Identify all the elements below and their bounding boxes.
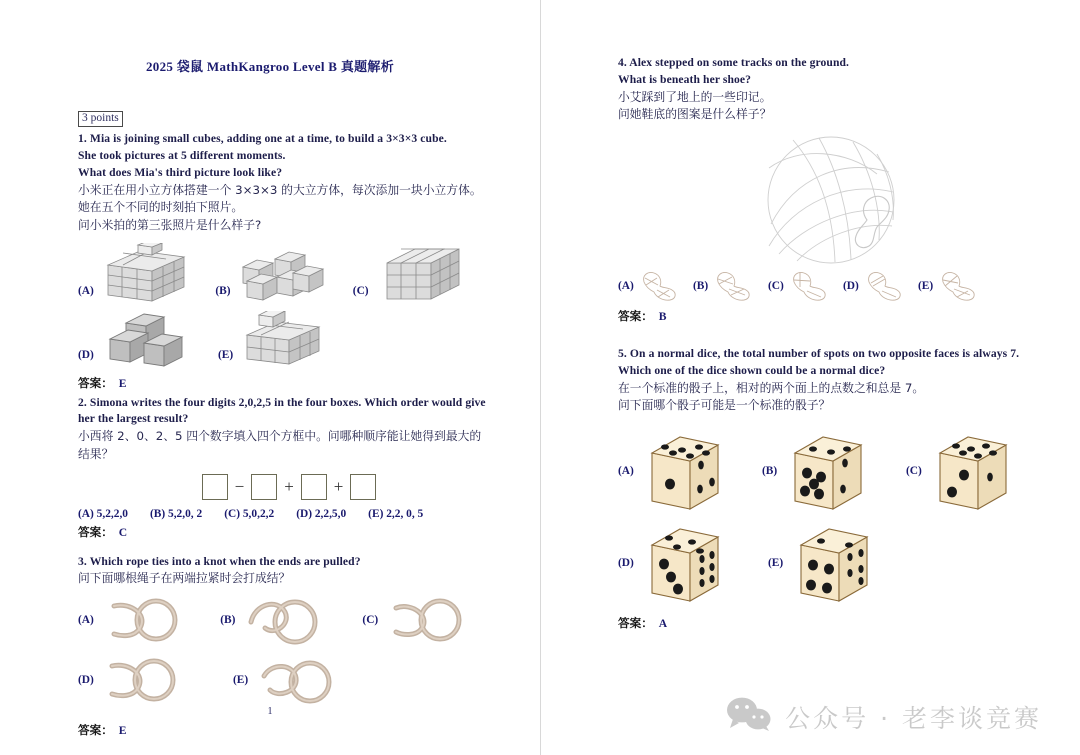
q4-option-c[interactable]: [768, 270, 843, 302]
q2-expression: [78, 474, 500, 500]
q1-option-c-label: (C): [352, 284, 369, 297]
q1-answer: [78, 375, 500, 391]
q2-choice-b[interactable]: (B) 5,2,0, 2: [149, 507, 203, 520]
q1-option-c[interactable]: [353, 243, 500, 305]
q1-cn-line-2: 她在五个不同的时刻拍下照片。: [78, 200, 244, 215]
q3-en-text-1: Which rope ties into a knot when the ends are pulled?: [89, 554, 361, 568]
q2-operator-3: +: [333, 476, 344, 496]
q1-option-d-label: (D): [78, 348, 94, 361]
points-badge: 3 points: [78, 111, 123, 127]
q1-en-text-1: Mia is joining small cubes, adding one at a time, to build a 3×3×3 cube.: [89, 132, 447, 146]
shoe-sole-figure-d: [863, 270, 909, 302]
q1-option-e[interactable]: [218, 311, 368, 369]
question-5: [618, 346, 1050, 631]
q3-option-c[interactable]: [362, 594, 500, 646]
q3-answer-label: 答案：: [78, 723, 113, 738]
q4-en-line-1: [618, 55, 1050, 72]
q4-en-text-1: Alex stepped on some tracks on the ground.: [629, 56, 850, 69]
q2-en-line-2: her the largest result?: [78, 412, 189, 426]
q2-answer-label: 答案：: [78, 524, 113, 539]
q5-cn-line-2: 问下面哪个骰子可能是一个标准的骰子？: [618, 398, 831, 413]
q1-option-a[interactable]: [78, 243, 215, 305]
q2-choice-d[interactable]: (D) 2,2,5,0: [296, 507, 347, 520]
wechat-watermark: [726, 697, 1042, 737]
question-4: [618, 55, 1050, 324]
question-1: [78, 131, 500, 390]
q1-options-row-1: [78, 243, 500, 305]
knot-figure-b: [241, 594, 333, 646]
knot-figure-c: [384, 594, 476, 646]
q2-box-3[interactable]: [301, 474, 327, 500]
q5-option-a[interactable]: [618, 427, 762, 515]
q5-answer: [618, 615, 1050, 631]
q3-option-d-label: (D): [78, 674, 94, 687]
q2-number: 2.: [78, 395, 87, 409]
q3-option-c-label: (C): [362, 614, 379, 627]
q3-option-e[interactable]: [233, 654, 388, 706]
q1-cn-line-1: 小米正在用小立方体搭建一个 3×3×3 的大立方体，每次添加一块小立方体。: [78, 182, 482, 197]
q5-en-line-2: Which one of the dice shown could be a normal dice?: [618, 363, 886, 377]
q1-option-a-label: (A): [78, 284, 94, 297]
q1-en-line-2: She took pictures at 5 different moments.: [78, 149, 286, 163]
q5-cn-line-1: 在一个标准的骰子上，相对的两个面上的点数之和总是 7。: [618, 380, 925, 395]
cube-figure-c: [375, 243, 475, 305]
q2-en-text-1: Simona writes the four digits 2,0,2,5 in the four boxes. Which order would give: [89, 395, 486, 409]
q2-choice-e[interactable]: (E) 2,2, 0, 5: [368, 507, 424, 520]
q1-number: 1.: [78, 132, 87, 146]
q4-answer-label: 答案：: [618, 308, 653, 323]
q2-choices: [78, 508, 500, 520]
q2-operator-2: +: [284, 476, 294, 496]
q3-option-e-label: (E): [233, 674, 249, 687]
q2-box-2[interactable]: [251, 474, 277, 500]
q3-option-a[interactable]: [78, 594, 220, 646]
knot-figure-d: [100, 654, 192, 706]
q2-choice-c[interactable]: (C) 5,0,2,2: [224, 507, 275, 520]
q5-en-line-1: [618, 346, 1050, 363]
q2-answer-value: C: [118, 525, 128, 539]
q1-option-b-label: (B): [215, 284, 231, 297]
question-2: [78, 395, 500, 540]
q3-answer-value: E: [118, 724, 127, 738]
q4-cn-line-1: 小艾踩到了地上的一些印记。: [618, 89, 772, 104]
shoe-sole-figure-b: [712, 270, 758, 302]
watermark-text: 公众号 · 老李谈竞赛: [785, 704, 1042, 733]
q1-answer-value: E: [118, 376, 127, 390]
q4-answer: [618, 308, 1050, 324]
q2-operator-1: −: [234, 476, 245, 496]
wechat-icon: [726, 697, 772, 737]
q3-option-a-label: (A): [78, 614, 94, 627]
q4-option-a[interactable]: [618, 270, 693, 302]
q5-options-row-2: [618, 519, 1050, 607]
q1-options: [78, 243, 500, 369]
q3-cn-line-1: 问下面哪根绳子在两端拉紧时会打成结？: [78, 571, 291, 586]
q1-options-row-2: [78, 311, 500, 369]
q5-option-c-label: (C): [906, 464, 922, 477]
q3-en-line-1: [78, 554, 500, 571]
q3-option-d[interactable]: [78, 654, 233, 706]
knot-figure-a: [100, 594, 192, 646]
q4-option-b-label: (B): [693, 279, 709, 292]
q1-option-e-label: (E): [218, 348, 234, 361]
dice-figure-a: [642, 427, 728, 515]
left-page-content: [78, 108, 500, 738]
cube-figure-e: [239, 311, 339, 369]
q4-option-b[interactable]: [693, 270, 768, 302]
q4-option-e[interactable]: [918, 270, 993, 302]
q3-option-b[interactable]: [220, 594, 362, 646]
q4-number: 4.: [618, 56, 627, 69]
q1-option-b[interactable]: [215, 243, 352, 305]
q3-options-row-1: [78, 594, 500, 646]
q5-options-row-1: [618, 427, 1050, 515]
shoe-sole-figure-e: [937, 270, 983, 302]
q4-options: [618, 270, 1050, 302]
dice-figure-c: [930, 427, 1016, 515]
dice-figure-b: [785, 427, 871, 515]
q5-option-e[interactable]: [768, 519, 918, 607]
q3-number: 3.: [78, 554, 87, 568]
q4-answer-value: B: [658, 309, 667, 323]
q5-option-c[interactable]: [906, 427, 1050, 515]
cube-figure-d: [100, 313, 196, 369]
cube-figure-b: [237, 243, 333, 305]
dice-figure-d: [642, 519, 728, 607]
q1-en-line-3: What does Mia's third picture look like?: [78, 165, 283, 179]
q4-cn-line-2: 问她鞋底的图案是什么样子？: [618, 107, 772, 122]
right-page-content: [618, 55, 1050, 631]
q3-option-b-label: (B): [220, 614, 236, 627]
q4-tracks-illustration-wrap: [618, 128, 1050, 268]
q4-en-line-2: What is beneath her shoe?: [618, 72, 752, 86]
q2-box-4[interactable]: [350, 474, 376, 500]
q2-answer: [78, 524, 500, 540]
q5-answer-label: 答案：: [618, 615, 653, 630]
ground-tracks-figure: [749, 128, 919, 268]
q1-cn-line-3: 问小米拍的第三张照片是什么样子?: [78, 217, 262, 232]
q5-en-text-1: On a normal dice, the total number of spots on two opposite faces is always 7.: [629, 346, 1020, 360]
q2-choice-a[interactable]: (A) 5,2,2,0: [78, 507, 128, 520]
page-number-left: 1: [267, 706, 273, 717]
q5-option-d[interactable]: [618, 519, 768, 607]
q2-cn-line-2: 结果？: [78, 446, 114, 461]
cube-figure-a: [100, 243, 196, 305]
q5-option-b-label: (B): [762, 464, 778, 477]
shoe-sole-figure-a: [638, 270, 684, 302]
q5-option-a-label: (A): [618, 464, 634, 477]
knot-figure-e: [254, 654, 346, 706]
shoe-sole-figure-c: [788, 270, 834, 302]
q5-option-e-label: (E): [768, 556, 784, 569]
q2-box-1[interactable]: [202, 474, 228, 500]
q2-en-line-1: [78, 395, 500, 412]
q4-option-d-label: (D): [843, 279, 859, 292]
document-title: 2025 袋鼠 MathKangroo Level B 真题解析: [145, 59, 395, 74]
q5-option-d-label: (D): [618, 556, 634, 569]
document-page-right: [540, 0, 1080, 755]
q4-option-d[interactable]: [843, 270, 918, 302]
q4-option-e-label: (E): [918, 279, 934, 292]
dice-figure-e: [791, 519, 877, 607]
q5-option-b[interactable]: [762, 427, 906, 515]
q1-en-line-1: [78, 131, 500, 148]
q3-answer: [78, 722, 500, 738]
q5-answer-value: A: [658, 616, 668, 630]
q3-options-row-2: [78, 654, 500, 706]
q1-answer-label: 答案：: [78, 375, 113, 390]
q5-number: 5.: [618, 346, 627, 360]
q4-option-c-label: (C): [768, 279, 784, 292]
q2-cn-line-1: 小西将 2、0、2、5 四个数字填入四个方框中。问哪种顺序能让她得到最大的: [78, 429, 482, 444]
q4-option-a-label: (A): [618, 279, 634, 292]
q1-option-d[interactable]: [78, 313, 218, 369]
